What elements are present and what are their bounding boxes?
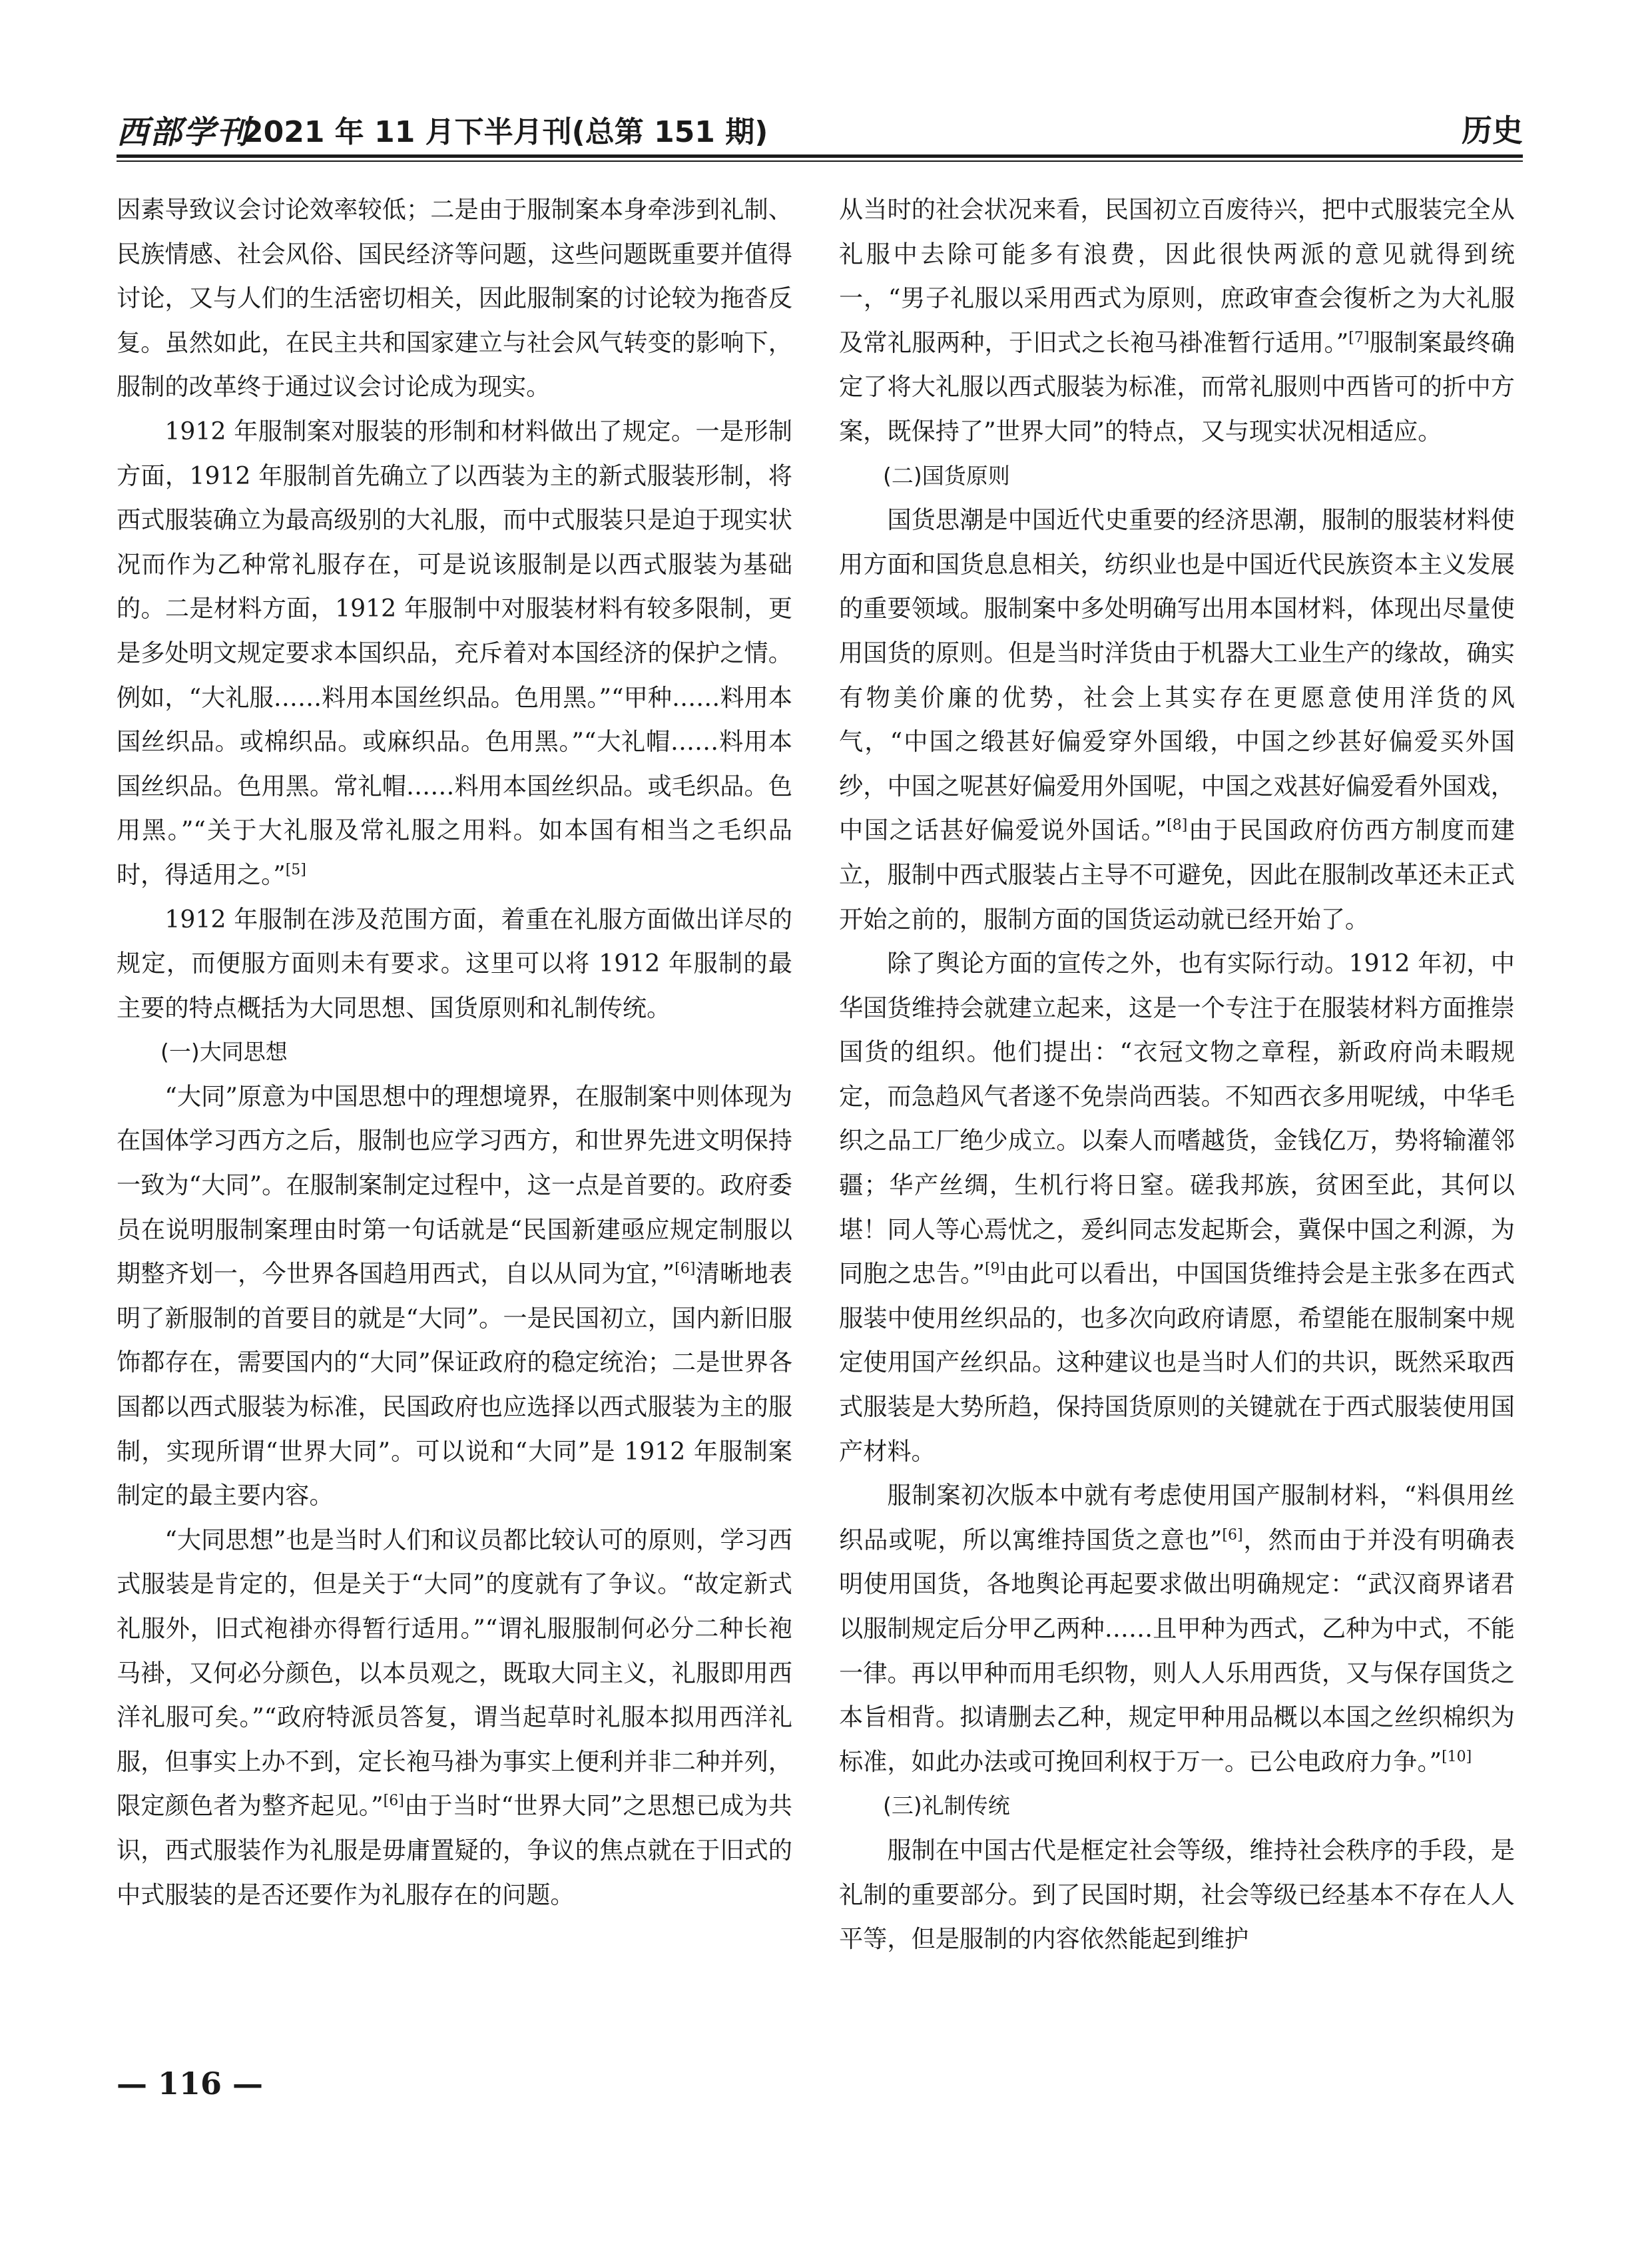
citation-marker: [7] — [1348, 329, 1370, 346]
paragraph-text: 1912 年服制案对服装的形制和材料做出了规定。一是形制方面，1912 年服制首先确立了以西装为主的新式服装形制，将西式服装确立为最高级别的大礼服，而中式服装只是迫于现实状况而作为乙种常礼服存在，可是说该服制是以西式服装为基础的。二是材料方面，1912 年服制中对服装材料有较多限制，更是多处明文规定要求本国织品，充斥着对本国经济的保护之情。例如，“大礼服……料用本国丝织品。色用黑。”“甲种……料用本国丝织品。或棉织品。或麻织品。色用黑。”“大礼帽……料用本国丝织品。色用黑。常礼帽……料用本国丝织品。或毛织品。色用黑。”“关于大礼服及常礼服之用料。如本国有相当之毛织品时，得适用之。” — [117, 416, 792, 889]
paragraph — [839, 1828, 1515, 1962]
paragraph-text: 因素导致议会讨论效率较低；二是由于服制案本身牵涉到礼制、民族情感、社会风俗、国民经济等问题，这些问题既重要并值得讨论，又与人们的生活密切相关，因此服制案的讨论较为拖沓反复。虽然如此，在民主共和国家建立与社会风气转变的影响下，服制的改革终于通过议会讨论成为现实。 — [117, 195, 792, 402]
issue-info: 2021 年 11 月下半月刊(总第 151 期) — [243, 115, 768, 149]
paragraph — [117, 1075, 792, 1518]
citation-marker: [5] — [285, 861, 306, 878]
paragraph-continued — [839, 188, 1515, 454]
paragraph-text: 服制案最终确定了将大礼服以西式服装为标准，而常礼服则中西皆可的折中方案，既保持了”世界大同”的特点，又与现实状况相适应。 — [839, 328, 1515, 445]
citation-marker: [9] — [984, 1261, 1006, 1278]
paragraph — [839, 1474, 1515, 1784]
section-subheading — [117, 1030, 792, 1075]
citation-marker: [8] — [1167, 817, 1188, 834]
citation-marker: [6] — [675, 1261, 696, 1278]
paragraph — [117, 1518, 792, 1917]
paragraph-text: 由此可以看出，中国国货维持会是主张多在西式服装中使用丝织品的，也多次向政府请愿，希望能在服制案中规定使用国产丝织品。这种建议也是当时人们的共识，既然采取西式服装是大势所趋，保持国货原则的关键就在于西式服装使用国产材料。 — [839, 1259, 1515, 1466]
header-rule — [117, 154, 1523, 158]
paragraph-text: 由于当时“世界大同”之思想已成为共识，西式服装作为礼服是毋庸置疑的，争议的焦点就在于旧式的中式服装的是否还要作为礼服存在的问题。 — [117, 1791, 792, 1909]
journal-logo: 西部学刊 — [117, 114, 250, 151]
section-subheading — [839, 1784, 1515, 1828]
page-number: — 116 — — [117, 2066, 264, 2102]
right-column — [839, 188, 1515, 1962]
citation-marker: [6] — [1222, 1526, 1243, 1543]
paragraph-text: (二)国货原则 — [883, 462, 1010, 489]
section-name: 历史 — [1462, 113, 1523, 148]
header-rule-thin — [117, 160, 1523, 162]
paragraph-text: 由于民国政府仿西方制度而建立，服制中西式服装占主导不可避免，因此在服制改革还未正式开始之前的，服制方面的国货运动就已经开始了。 — [839, 816, 1515, 934]
paragraph — [839, 942, 1515, 1474]
paragraph — [839, 498, 1515, 942]
citation-marker: [6] — [383, 1793, 404, 1810]
paragraph-text: ，然而由于并没有明确表明使用国货，各地舆论再起要求做出明确规定：“武汉商界诸君以服制规定后分甲乙两种……且甲种为西式，乙种为中式，不能一律。再以甲种而用毛织物，则人人乐用西货，又与保存国货之本旨相背。拟请删去乙种，规定甲种用品概以本国之丝织棉织为标准，如此办法或可挽回利权于万一。已公电政府力争。” — [839, 1525, 1515, 1776]
paragraph — [117, 410, 792, 898]
paragraph-continued — [117, 188, 792, 410]
paragraph — [117, 898, 792, 1031]
paragraph-text: 服制在中国古代是框定社会等级，维持社会秩序的手段，是礼制的重要部分。到了民国时期，社会等级已经基本不存在人人平等，但是服制的内容依然能起到维护 — [839, 1835, 1515, 1954]
paragraph-text: “大同”原意为中国思想中的理想境界，在服制案中则体现为在国体学习西方之后，服制也应学习西方，和世界先进文明保持一致为“大同”。在服制案制定过程中，这一点是首要的。政府委员在说明服制案理由时第一句话就是“民国新建亟应规定制服以期整齐划一，今世界各国趋用西式，自以从同为宜，” — [117, 1081, 792, 1288]
paragraph-text: 从当时的社会状况来看，民国初立百废待兴，把中式服装完全从礼服中去除可能多有浪费，因此很快两派的意见就得到统一，“男子礼服以采用西式为原则，庶政审查会復析之为大礼服及常礼服两种，于旧式之长袍马褂准暂行适用。” — [839, 195, 1515, 357]
page-header — [117, 107, 1523, 153]
paragraph-text: 除了舆论方面的宣传之外，也有实际行动。1912 年初，中华国货维持会就建立起来，这是一个专注于在服装材料方面推崇国货的组织。他们提出：“衣冠文物之章程，新政府尚未暇规定，而急趋风气者遂不免崇尚西装。不知西衣多用呢绒，中华毛织之品工厂绝少成立。以秦人而嗜越货，金钱亿万，势将输灌邻疆；华产丝绸，生机行将日窒。磋我邦族，贫困至此，其何以堪！同人等心焉忧之，爰纠同志发起斯会，冀保中国之利源，为同胞之忠告。” — [839, 949, 1515, 1288]
paragraph-text: 1912 年服制在涉及范围方面，着重在礼服方面做出详尽的规定，而便服方面则未有要求。这里可以将 1912 年服制的最主要的特点概括为大同思想、国货原则和礼制传统。 — [117, 904, 792, 1022]
paragraph-text: “大同思想”也是当时人们和议员都比较认可的原则，学习西式服装是肯定的，但是关于“大同”的度就有了争议。“故定新式礼服外，旧式袍褂亦得暂行适用。”“谓礼服服制何必分二种长袍马褂，又何必分颜色，以本员观之，既取大同主义，礼服即用西洋礼服可矣。”“政府特派员答复，谓当起草时礼服本拟用西洋礼服，但事实上办不到，定长袍马褂为事实上便利并非二种并列，限定颜色者为整齐起见。” — [117, 1525, 792, 1821]
left-column — [117, 188, 792, 1917]
paragraph-text: 国货思潮是中国近代史重要的经济思潮，服制的服装材料使用方面和国货息息相关，纺织业也是中国近代民族资本主义发展的重要领域。服制案中多处明确写出用本国材料，体现出尽量使用国货的原则。但是当时洋货由于机器大工业生产的缘故，确实有物美价廉的优势，社会上其实存在更愿意使用洋货的风气，“中国之缎甚好偏爱穿外国缎，中国之纱甚好偏爱买外国纱，中国之呢甚好偏爱用外国呢，中国之戏甚好偏爱看外国戏，中国之话甚好偏爱说外国话。” — [839, 505, 1515, 845]
citation-marker: [10] — [1442, 1748, 1472, 1765]
paragraph-text: 清晰地表明了新服制的首要目的就是“大同”。一是民国初立，国内新旧服饰都存在，需要国内的“大同”保证政府的稳定统治；二是世界各国都以西式服装为标准，民国政府也应选择以西式服装为主的服制，实现所谓“世界大同”。可以说和“大同”是 1912 年服制案制定的最主要内容。 — [117, 1259, 793, 1510]
paragraph-text: (一)大同思想 — [160, 1039, 288, 1065]
section-subheading — [839, 454, 1515, 499]
paragraph-text: 服制案初次版本中就有考虑使用国产服制材料，“料俱用丝织品或呢，所以寓维持国货之意也” — [839, 1481, 1515, 1554]
paragraph-text: (三)礼制传统 — [883, 1793, 1010, 1819]
